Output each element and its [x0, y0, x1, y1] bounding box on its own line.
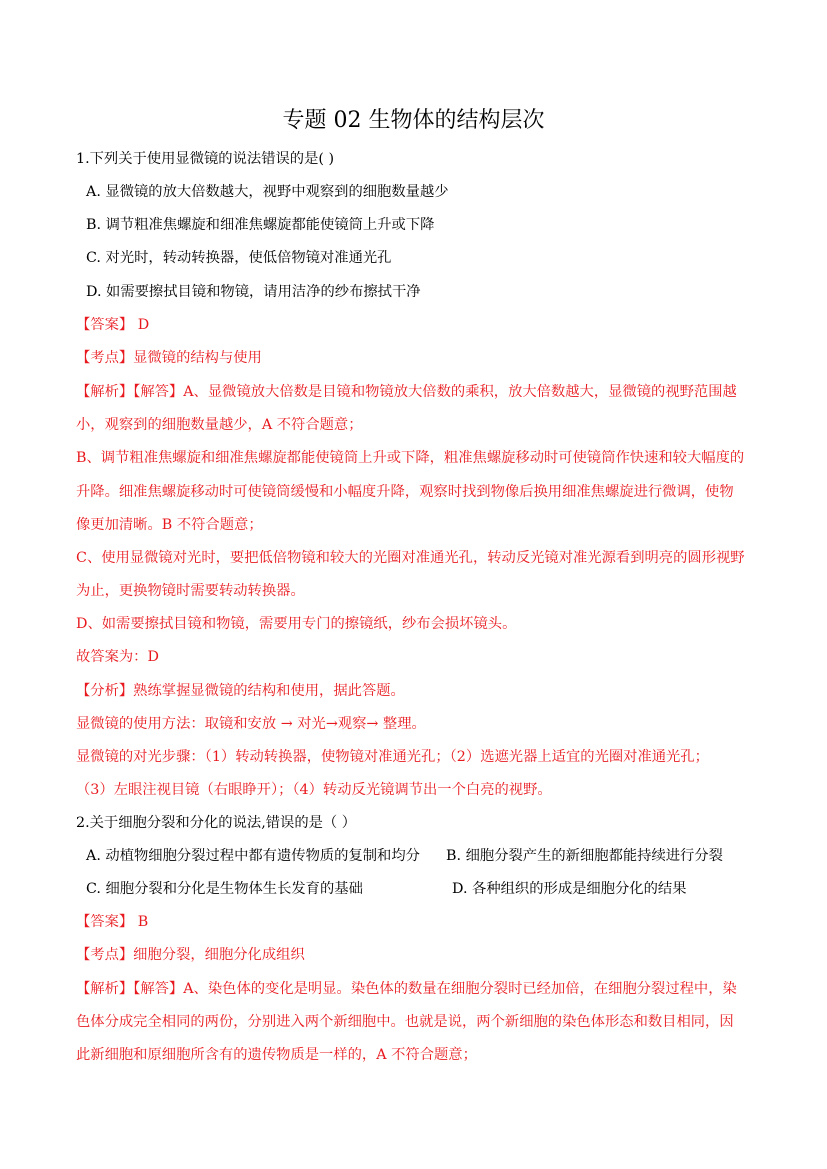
question-1-analysis-line: 升降。细准焦螺旋移动时可使镜筒缓慢和小幅度升降，观察时找到物像后换用细准焦螺旋进行微调，使物	[76, 484, 734, 500]
question-1-kaodian: 【考点】显微镜的结构与使用	[76, 350, 262, 366]
question-1-analysis-line: 【解析】【解答】A、显微镜放大倍数是目镜和物镜放大倍数的乘积，放大倍数越大，显微镜的视野范围越	[76, 384, 737, 400]
page-title: 专题 02 生物体的结构层次	[282, 108, 545, 133]
question-2-analysis-line: 【解析】【解答】A、染色体的变化是明显。染色体的数量在细胞分裂时已经加倍，在细胞分裂过程中，染	[76, 981, 737, 997]
question-1-analysis-line: （3）左眼注视目镜（右眼睁开）；（4）转动反光镜调节出一个白亮的视野。	[76, 782, 552, 798]
question-1-analysis-line: C、使用显微镜对光时，要把低倍物镜和较大的光圈对准通光孔，转动反光镜对准光源看到明亮的圆形视野	[76, 550, 745, 566]
question-2-stem: 2.关于细胞分裂和分化的说法,错误的是（ ）	[76, 815, 357, 831]
question-1-answer: 【答案】 D	[76, 317, 150, 333]
question-1-final-answer: 故答案为：D	[76, 649, 159, 665]
question-1-analysis-line: B、调节粗准焦螺旋和细准焦螺旋都能使镜筒上升或下降，粗准焦螺旋移动时可使镜筒作快速和较大幅度的	[76, 450, 745, 466]
question-1-analysis-line: 像更加清晰。B 不符合题意；	[76, 517, 263, 533]
question-1-analysis-line: D、如需要擦拭目镜和物镜，需要用专门的擦镜纸，纱布会损坏镜头。	[76, 616, 517, 632]
question-2-option-d: D. 各种组织的形成是细胞分化的结果	[452, 881, 687, 897]
question-1-analysis-line: 小，观察到的细胞数量越少，A 不符合题意；	[76, 417, 363, 433]
question-2-option-c: C. 细胞分裂和分化是生物体生长发育的基础	[86, 881, 363, 897]
question-2-analysis-line: 此新细胞和原细胞所含有的遗传物质是一样的，A 不符合题意；	[76, 1047, 477, 1063]
question-1-option-d: D. 如需要擦拭目镜和物镜，请用洁净的纱布擦拭干净	[86, 284, 421, 300]
question-1-fenxi: 【分析】熟练掌握显微镜的结构和使用，据此答题。	[76, 683, 405, 699]
question-1-analysis-line: 为止，更换物镜时需要转动转换器。	[76, 583, 305, 599]
question-1-analysis-line: 显微镜的对光步骤：（1）转动转换器，使物镜对准通光孔；（2）选遮光器上适宜的光圈对准通光孔；	[76, 749, 709, 765]
question-1-analysis-line: 显微镜的使用方法：取镜和安放 → 对光→观察→ 整理。	[76, 716, 426, 732]
question-1-option-a: A. 显微镜的放大倍数越大，视野中观察到的细胞数量越少	[86, 184, 449, 200]
question-1-option-b: B. 调节粗准焦螺旋和细准焦螺旋都能使镜筒上升或下降	[86, 217, 435, 233]
question-2-option-a: A. 动植物细胞分裂过程中都有遗传物质的复制和均分	[86, 848, 420, 864]
question-2-option-b: B. 细胞分裂产生的新细胞都能持续进行分裂	[446, 848, 723, 864]
question-2-kaodian: 【考点】细胞分裂，细胞分化成组织	[76, 947, 305, 963]
question-2-analysis-line: 色体分成完全相同的两份，分别进入两个新细胞中。也就是说，两个新细胞的染色体形态和数目相同，因	[76, 1014, 734, 1030]
question-1-stem: 1.下列关于使用显微镜的说法错误的是( )	[76, 151, 335, 167]
question-1-option-c: C. 对光时，转动转换器，使低倍物镜对准通光孔	[86, 250, 392, 266]
question-2-answer: 【答案】 B	[76, 914, 149, 930]
